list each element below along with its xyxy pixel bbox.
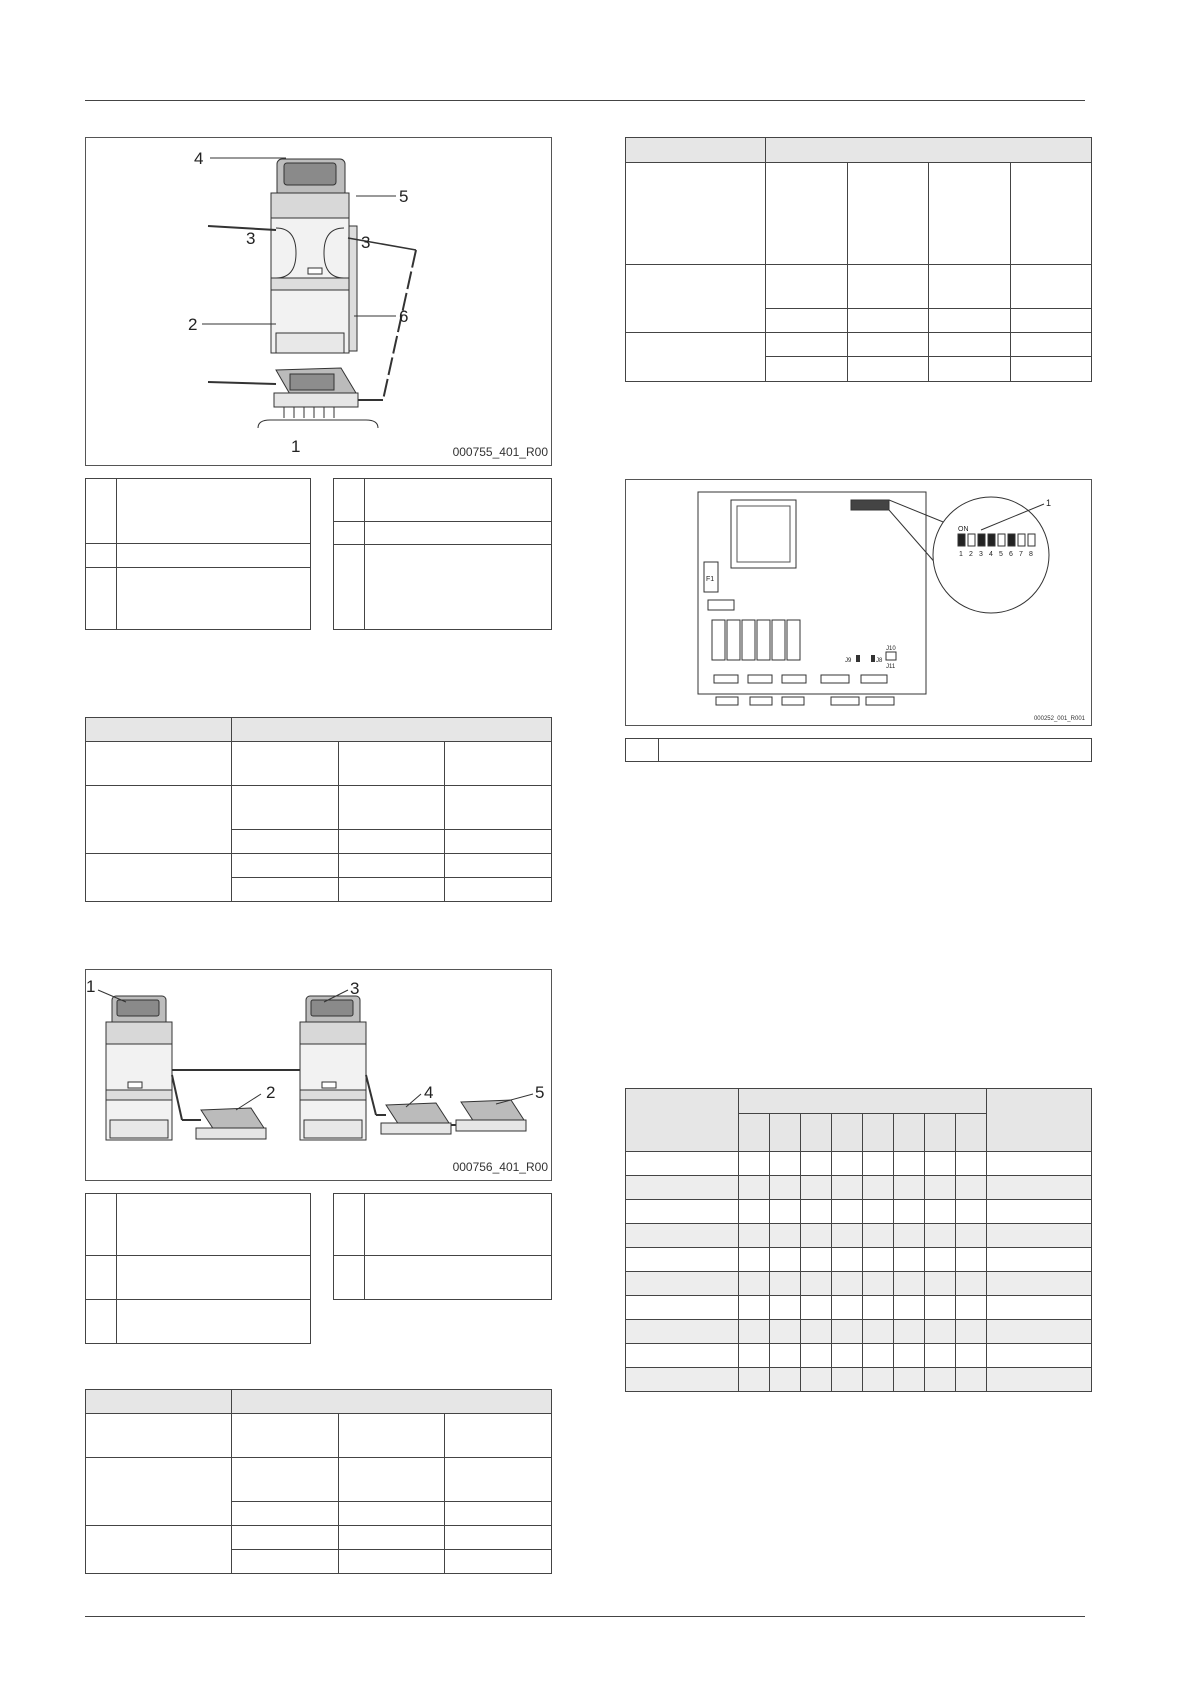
fig2-legend-left bbox=[85, 1193, 311, 1344]
fig1-legend-right bbox=[333, 478, 552, 630]
fuse-label: F1 bbox=[706, 576, 715, 583]
panel-3-illustration bbox=[300, 996, 366, 1140]
figure-3-id: 000252_001_R001 bbox=[1033, 716, 1085, 722]
figure-1-id: 000755_401_R00 bbox=[452, 445, 548, 459]
jumper-j8: J8 bbox=[876, 658, 883, 664]
fig3-legend bbox=[625, 738, 1092, 762]
figure-2 bbox=[85, 969, 552, 1181]
fig2-callout-5: 5 bbox=[535, 1083, 545, 1102]
switch-on-label: ON bbox=[958, 526, 969, 533]
fig2-callout-2: 2 bbox=[266, 1083, 276, 1102]
base-module-4 bbox=[381, 1103, 451, 1134]
table-c bbox=[625, 137, 1092, 382]
fig1-callout-6: 6 bbox=[399, 307, 409, 326]
base-module-2 bbox=[196, 1108, 266, 1139]
switch-number-2: 2 bbox=[969, 551, 973, 558]
fig1-callout-1: 1 bbox=[291, 437, 301, 456]
figure-1-drawing bbox=[86, 138, 551, 465]
switch-number-3: 3 bbox=[979, 551, 983, 558]
jumper-j11: J11 bbox=[886, 664, 896, 670]
base-module-5 bbox=[456, 1100, 526, 1131]
fig1-callout-3b: 3 bbox=[361, 233, 371, 252]
fig1-callout-5: 5 bbox=[399, 187, 409, 206]
jumper-j9: J9 bbox=[845, 658, 852, 664]
table-a bbox=[85, 717, 552, 902]
fig2-callout-3: 3 bbox=[350, 979, 360, 998]
switch-number-5: 5 bbox=[999, 551, 1003, 558]
switch-number-6: 6 bbox=[1009, 551, 1013, 558]
base-module-illustration bbox=[274, 368, 358, 418]
switch-number-8: 8 bbox=[1029, 551, 1033, 558]
jumper-j10: J10 bbox=[886, 646, 896, 652]
dip-switch-detail bbox=[933, 497, 1051, 613]
switch-number-1: 1 bbox=[959, 551, 963, 558]
fig1-legend-left bbox=[85, 478, 311, 630]
switch-number-7: 7 bbox=[1019, 551, 1023, 558]
panel-1-illustration bbox=[106, 996, 172, 1140]
fig2-callout-1: 1 bbox=[86, 977, 96, 996]
fig2-legend-right bbox=[333, 1193, 552, 1300]
figure-2-drawing bbox=[86, 970, 551, 1180]
header-rule bbox=[85, 100, 1085, 101]
fig1-callout-4: 4 bbox=[194, 149, 204, 168]
figure-2-id: 000756_401_R00 bbox=[452, 1160, 548, 1174]
fig1-callout-2: 2 bbox=[188, 315, 198, 334]
figure-1 bbox=[85, 137, 552, 466]
fig1-callout-3a: 3 bbox=[246, 229, 256, 248]
table-d bbox=[625, 1088, 1092, 1392]
switch-number-4: 4 bbox=[989, 551, 993, 558]
table-b bbox=[85, 1389, 552, 1574]
control-panel-illustration bbox=[271, 159, 357, 353]
footer-rule bbox=[85, 1616, 1085, 1617]
figure-3 bbox=[625, 479, 1092, 726]
fig2-callout-4: 4 bbox=[424, 1083, 434, 1102]
fig3-callout-1: 1 bbox=[1046, 498, 1052, 508]
circuit-board bbox=[698, 492, 926, 705]
figure-3-drawing bbox=[626, 480, 1091, 725]
